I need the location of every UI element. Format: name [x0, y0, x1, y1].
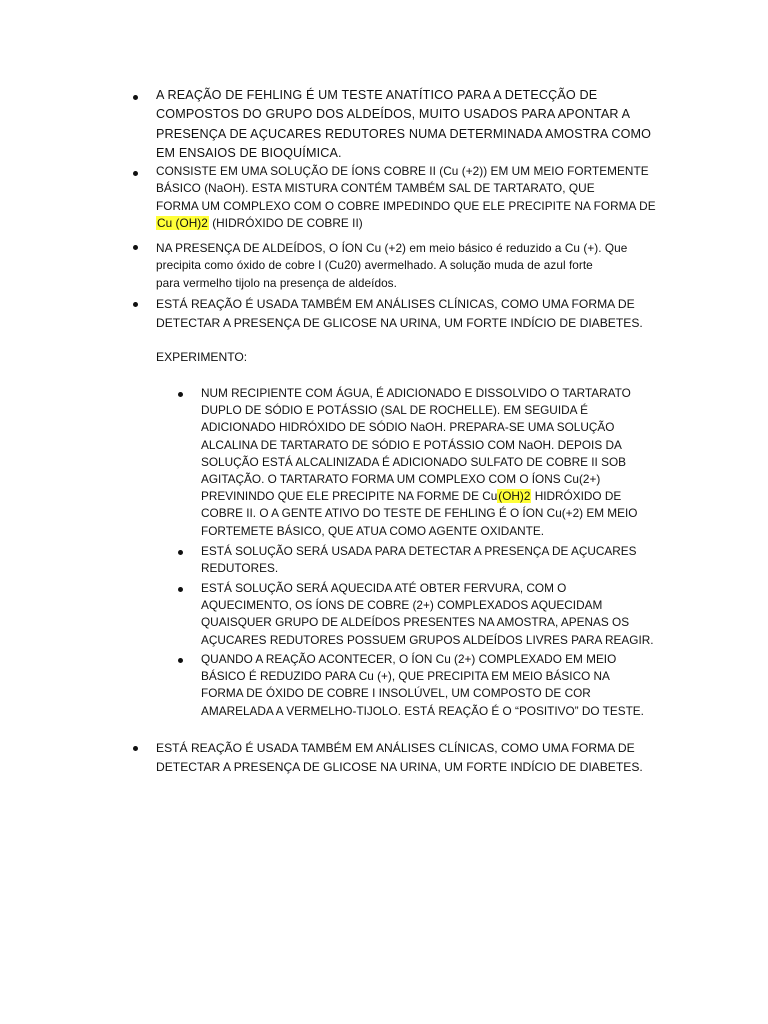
- paragraph-clinical-use: [156, 295, 756, 333]
- paragraph-experiment-step-3: [201, 580, 756, 649]
- highlighted-formula: Cu (OH)2: [157, 216, 208, 231]
- sub-bullet-dot: [178, 392, 183, 397]
- paragraph-text-part: NUM RECIPIENTE COM ÁGUA, É ADICIONADO E DISSOLVIDO O TARTARATO DUPLO DE SÓDIO E POTÁSSIO (SAL DE ROCHELLE). EM SEGUIDA É ADICIONADO HIDRÓXIDO DE SÓDIO NaOH. PREPARA-SE UMA SOLUÇÃO ALCALINA DE TARTARATO DE SÓDIO E POTÁSSIO COM NaOH. DEPOIS DA SOLUÇÃO ESTÁ ALCALINIZADA É ADICIONADO SULFATO DE COBRE II SOB AGITAÇÃO. O TARTARATO FORMA UM COMPLEXO COM O ÍONS Cu(2+) PREVININDO QUE ELE PRECIPITE NA FORME DE Cu: [201, 386, 631, 504]
- paragraph-experiment-step-1: [201, 385, 756, 540]
- paragraph-text: QUANDO A REAÇÃO ACONTECER, O ÍON Cu (2+) COMPLEXADO EM MEIO BÁSICO É REDUZIDO PARA Cu (+), QUE PRECIPITA EM MEIO BÁSICO NA FORMA DE ÓXIDO DE COBRE I INSOLÚVEL, UM COMPOSTO DE COR AMARELADA A VERMELHO-TIJOLO. ESTÁ REAÇÃO É O “POSITIVO” DO TESTE.: [201, 652, 644, 718]
- paragraph-text: ESTÁ REAÇÃO É USADA TAMBÉM EM ANÁLISES CLÍNICAS, COMO UMA FORMA DE DETECTAR A PRESENÇA DE GLICOSE NA URINA, UM FORTE INDÍCIO DE DIABETES.: [156, 741, 643, 774]
- bullet-dot: [133, 95, 138, 100]
- sub-bullet-dot: [178, 587, 183, 592]
- sub-bullet-dot: [178, 658, 183, 663]
- paragraph-copper-solution: [156, 163, 756, 233]
- bullet-dot: [133, 245, 138, 250]
- paragraph-fehling-intro: [156, 86, 756, 164]
- paragraph-text: ESTÁ SOLUÇÃO SERÁ USADA PARA DETECTAR A PRESENÇA DE AÇUCARES REDUTORES.: [201, 544, 637, 576]
- paragraph-experiment-step-2: [201, 543, 756, 577]
- bullet-dot: [133, 171, 138, 176]
- sub-bullet-dot: [178, 550, 183, 555]
- heading-text: EXPERIMENTO:: [156, 350, 248, 364]
- experiment-heading: [156, 348, 247, 367]
- paragraph-text: ESTÁ SOLUÇÃO SERÁ AQUECIDA ATÉ OBTER FERVURA, COM O AQUECIMENTO, OS ÍONS DE COBRE (2+) COMPLEXADOS AQUECIDAM QUAISQUER GRUPO DE ALDEÍDOS PRESENTES NA AMOSTRA, APENAS OS AÇUCARES REDUTORES POSSUEM GRUPOS ALDEÍDOS LIVRES PARA REAGIR.: [201, 581, 654, 647]
- paragraph-text-part: CONSISTE EM UMA SOLUÇÃO DE ÍONS COBRE II (Cu (+2)) EM UM MEIO FORTEMENTE BÁSICO (NaOH). ESTA MISTURA CONTÉM TAMBÉM SAL DE TARTARATO, QUE FORMA UM COMPLEXO COM O COBRE IMPEDINDO QUE ELE PRECIPITE NA FORMA DE: [156, 164, 656, 213]
- bullet-dot: [133, 302, 138, 307]
- paragraph-text: [156, 163, 756, 233]
- paragraph-text: [201, 385, 756, 540]
- paragraph-text: NA PRESENÇA DE ALDEÍDOS, O ÍON Cu (+2) em meio básico é reduzido a Cu (+). Que precipita como óxido de cobre I (Cu20) avermelhado. A solução muda de azul forte para vermelho tijolo na presença de aldeídos.: [156, 241, 628, 290]
- paragraph-text: ESTÁ REAÇÃO É USADA TAMBÉM EM ANÁLISES CLÍNICAS, COMO UMA FORMA DE DETECTAR A PRESENÇA DE GLICOSE NA URINA, UM FORTE INDÍCIO DE DIABETES.: [156, 297, 643, 330]
- paragraph-experiment-step-4: [201, 651, 756, 720]
- paragraph-clinical-use-repeat: [156, 739, 756, 777]
- paragraph-text: A REAÇÃO DE FEHLING É UM TESTE ANATÍTICO PARA A DETECÇÃO DE COMPOSTOS DO GRUPO DOS ALDEÍDOS, MUITO USADOS PARA APONTAR A PRESENÇA DE AÇUCARES REDUTORES NUMA DETERMINADA AMOSTRA COMO EM ENSAIOS DE BIOQUÍMICA.: [156, 88, 652, 161]
- paragraph-text-part: (HIDRÓXIDO DE COBRE II): [208, 216, 363, 231]
- highlighted-formula: (OH)2: [498, 489, 531, 504]
- bullet-dot: [133, 746, 138, 751]
- paragraph-aldehyde-presence: [156, 240, 756, 292]
- paragraph-text-part: HIDRÓXIDO DE COBRE II. O A GENTE ATIVO DO TESTE DE FEHLING É O ÍON Cu(+2) EM MEIO FORTEMETE BÁSICO, QUE ATUA COMO AGENTE OXIDANTE.: [201, 489, 638, 538]
